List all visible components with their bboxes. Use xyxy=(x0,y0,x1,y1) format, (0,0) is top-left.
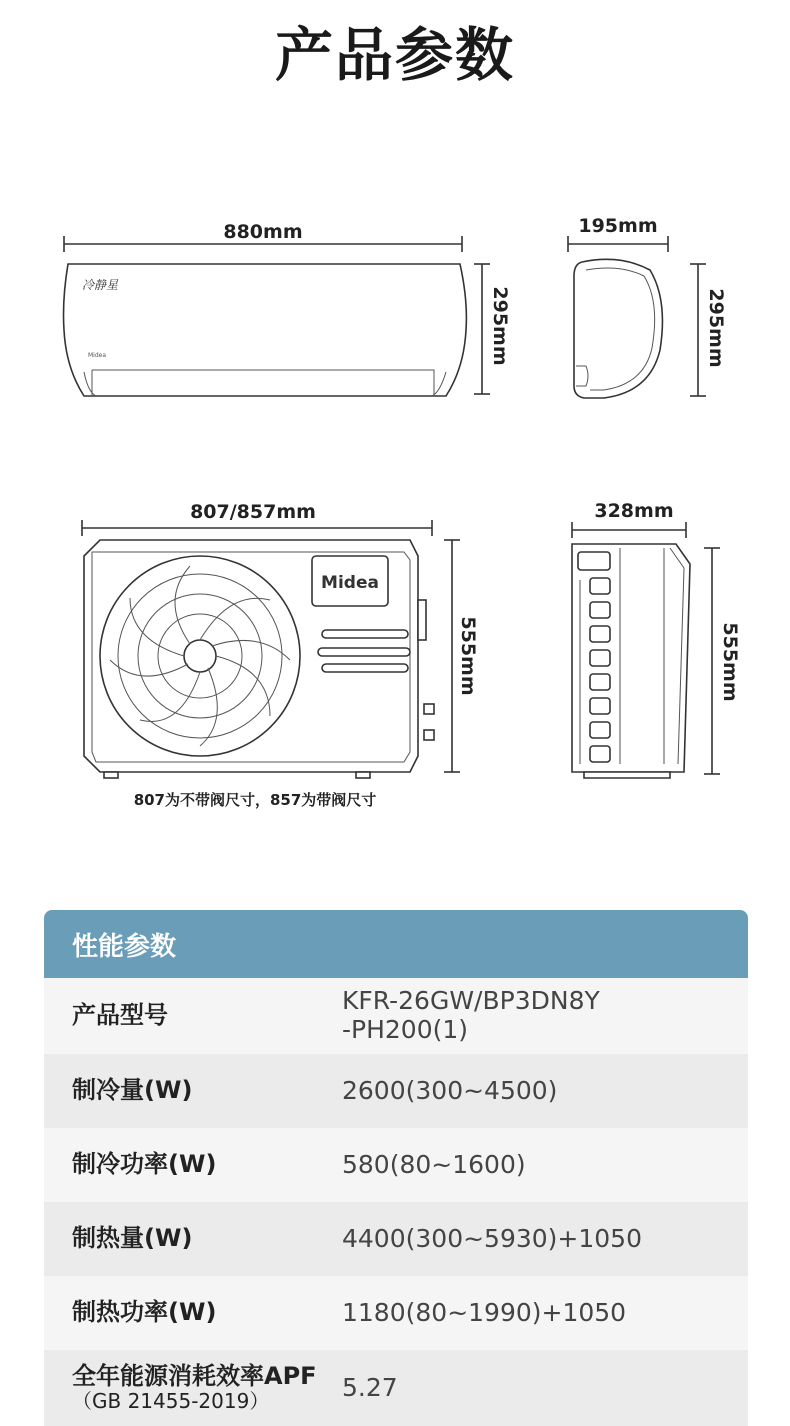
spec-label: 制热功率(W) xyxy=(72,1298,217,1327)
outdoor-height-label: 555mm xyxy=(457,616,479,696)
outdoor-unit-side xyxy=(572,500,741,778)
indoor-height-label: 295mm xyxy=(489,286,511,366)
indoor-depth-label: 195mm xyxy=(578,215,658,237)
spec-value: 5.27 xyxy=(342,1372,398,1402)
spec-label: 制冷量(W) xyxy=(72,1076,193,1105)
indoor-logo-text: Midea xyxy=(88,352,107,359)
outdoor-size-note: 807为不带阀尺寸，857为带阀尺寸 xyxy=(133,791,377,809)
table-row xyxy=(44,1276,748,1350)
table-row xyxy=(44,1202,748,1276)
spec-value: 4400(300~5930)+1050 xyxy=(342,1223,642,1253)
spec-value xyxy=(342,987,748,1045)
spec-value-line: -PH200(1) xyxy=(342,1015,469,1044)
indoor-width-label: 880mm xyxy=(223,221,303,243)
outdoor-side-height-label: 555mm xyxy=(719,622,741,702)
outdoor-unit-front xyxy=(82,501,479,810)
outdoor-depth-label: 328mm xyxy=(594,500,674,522)
spec-table-title: 性能参数 xyxy=(72,931,177,962)
indoor-brand-text: 冷静星 xyxy=(82,278,119,292)
indoor-side-height-label: 295mm xyxy=(705,288,727,368)
indoor-unit-front xyxy=(64,221,512,396)
spec-label: 制冷功率(W) xyxy=(72,1150,217,1179)
table-row xyxy=(44,1128,748,1202)
spec-label: 产品型号 xyxy=(72,1001,168,1030)
spec-value: 580(80~1600) xyxy=(342,1149,526,1179)
spec-value-line: KFR-26GW/BP3DN8Y xyxy=(342,986,600,1016)
outdoor-width-label: 807/857mm xyxy=(190,501,316,523)
indoor-unit-side xyxy=(568,215,727,398)
spec-label-sub: （GB 21455-2019） xyxy=(72,1389,270,1414)
spec-label xyxy=(44,1363,342,1414)
table-row xyxy=(44,978,748,1054)
spec-value: 2600(300~4500) xyxy=(342,1075,558,1105)
outdoor-logo-text: Midea xyxy=(321,573,379,593)
spec-table xyxy=(44,910,748,1426)
spec-table-header xyxy=(44,910,748,978)
spec-rows xyxy=(44,978,748,1426)
spec-label: 制热量(W) xyxy=(72,1224,193,1253)
spec-value: 1180(80~1990)+1050 xyxy=(342,1297,627,1327)
table-row xyxy=(44,1350,748,1426)
spec-label-main: 全年能源消耗效率APF xyxy=(72,1361,317,1390)
table-row xyxy=(44,1054,748,1128)
page-title: 产品参数 xyxy=(274,21,515,89)
